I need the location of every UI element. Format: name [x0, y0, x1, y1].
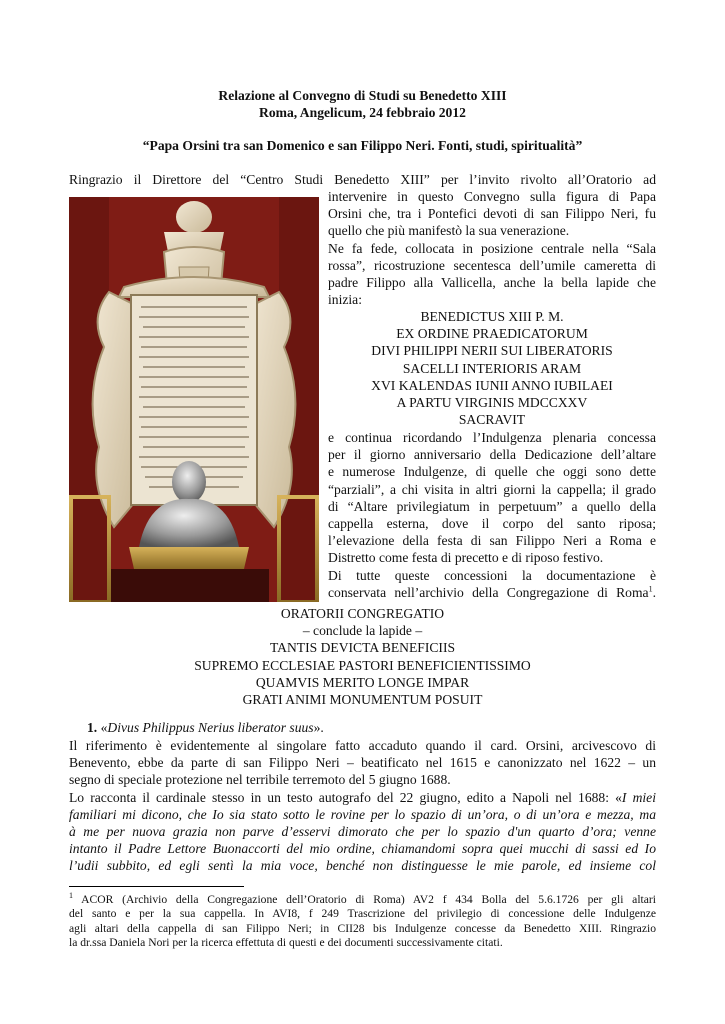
section-number: 1. — [87, 720, 98, 735]
inscription-line: SACRAVIT — [458, 412, 526, 428]
quote-intro-text: Lo racconta il cardinale stesso in un testo autografo del 22 giugno, edito a Napoli nel 1688: « — [69, 789, 622, 805]
intro-line: Orsini che, tra i Pontefici devoti di san Filippo Neri, fu — [328, 206, 656, 222]
body-line: Benevento, ebbe da parte di san Filippo Neri – beatificato nel 1615 e canonizzato nel 1622 – un — [69, 755, 656, 771]
quote-text: familiari mi dicono, che Io sia stato sotto le rovine per lo spazio di un’ora, o di un’ora e mezza, ma — [69, 806, 656, 822]
continuation-line: cappella esterna, dove il corpo del santo riposa; — [328, 516, 656, 532]
footnote-line — [69, 893, 656, 907]
continuation-line: “parziali”, a chi visita in altri giorni la cappella; il grado — [328, 481, 656, 497]
open-quote: « — [100, 720, 108, 735]
footnote-rule — [69, 886, 244, 887]
intro-line: rossa”, ricostruzione secentesca dell’umile cameretta di — [328, 257, 656, 273]
intro-line: padre Filippo alla Vallicella, anche la bella lapide che — [328, 275, 656, 291]
inscription-2-line: – conclude la lapide – — [302, 623, 423, 639]
inscription-2-line: ORATORII CONGREGATIO — [280, 606, 445, 621]
quote-first-text: I miei — [621, 789, 656, 805]
continuation-paragraph — [328, 429, 656, 601]
continuation-last-text: conservata nell’archivio della Congregazione di Roma — [328, 584, 649, 600]
section-heading-text: Divus Philippus Nerius liberator suus — [107, 720, 314, 735]
header-line-2: Roma, Angelicum, 24 febbraio 2012 — [259, 105, 466, 120]
footnote — [69, 893, 656, 951]
inscription-line: SACELLI INTERIORIS ARAM — [402, 360, 582, 376]
inscription-2-block — [69, 605, 656, 708]
inscription-line: BENEDICTUS XIII P. M. — [420, 309, 564, 324]
continuation-line: di “Altare privilegiatum in perpetuum” a quello della — [328, 498, 656, 514]
continuation-line: e continua ricordando l’Indulgenza plenaria concessa — [328, 430, 656, 445]
inscription-block — [328, 308, 656, 428]
intro-line: Ringrazio il Direttore del “Centro Studi Benedetto XIII” per l’invito rivolto all’Oratorio ad — [69, 172, 656, 187]
footnote-text: ACOR (Archivio della Congregazione dell’Oratorio di Roma) AV2 f 434 Bolla del 5.6.1726 per gli altari — [81, 893, 656, 906]
body-line: segno di speciale protezione nel terribile terremoto del 5 giugno 1688. — [69, 772, 451, 788]
quote-line — [69, 857, 656, 874]
lapide-illustration — [69, 197, 319, 602]
inscription-line: A PARTU VIRGINIS MDCCXXV — [396, 395, 588, 411]
inscription-line: EX ORDINE PRAEDICATORUM — [396, 326, 588, 342]
continuation-last-line — [328, 584, 656, 601]
quote-text: à me per nuova grazia non parve d’esservi dimorato che per lo spazio d'un quarto d’ora; venne — [69, 824, 656, 840]
continuation-line: Di tutte queste concessioni la documentazione è — [328, 567, 656, 583]
continuation-line: Distretto come festa di precetto e di riposo festivo. — [328, 550, 604, 566]
intro-first-line — [69, 171, 656, 188]
inscription-line: XVI KALENDAS IUNII ANNO IUBILAEI — [371, 377, 613, 393]
inscription-2-line: GRATI ANIMI MONUMENTUM POSUIT — [242, 692, 483, 708]
quote-text: l’udii subbito, ed egli sentì la mia voce, benché non distinguesse le mie parole, ed insieme col — [69, 858, 656, 874]
footnote-number: 1 — [69, 891, 73, 901]
inscription-2-line: QUAMVIS MERITO LONGE IMPAR — [255, 674, 470, 690]
quote-line — [69, 806, 656, 823]
body-line: Il riferimento è evidentemente al singolare fatto accaduto quando il card. Orsini, arcivescovo di — [69, 738, 656, 753]
intro-line: intervenire in questo Convegno sulla figura di Papa — [328, 189, 656, 204]
quote-intro-line — [69, 789, 656, 806]
intro-right-column — [328, 188, 656, 308]
quote-line — [69, 823, 656, 840]
continuation-line: e numerose Indulgenze, di quelle che oggi sono dette — [328, 464, 656, 480]
footnote-line: agli altari della cappella di san Filippo Neri; in CII28 bis Indulgenze concesse da Benedetto XIII. Ringrazio — [69, 921, 656, 935]
continuation-line: l’elevazione della festa di san Filippo Neri a Roma e — [328, 533, 656, 549]
continuation-last-punct: . — [652, 584, 656, 600]
inscription-line: DIVI PHILIPPI NERII SUI LIBERATORIS — [371, 343, 613, 359]
header-line-1: Relazione al Convegno di Studi su Benedetto XIII — [218, 88, 507, 103]
paper-title: “Papa Orsini tra san Domenico e san Filippo Neri. Fonti, studi, spiritualità” — [142, 138, 583, 153]
inscription-2-line: SUPREMO ECCLESIAE PASTORI BENEFICIENTISSIMO — [194, 657, 531, 673]
close-quote: ». — [313, 720, 324, 735]
section-1-body — [69, 737, 656, 875]
inscription-2-line: TANTIS DEVICTA BENEFICIIS — [269, 640, 456, 656]
section-1-heading — [87, 719, 324, 736]
quote-line — [69, 840, 656, 857]
quote-text: intanto il Padre Lettore Buonaccorti del mio ordine, chiamandomi sopra quei mucchi di sassi ed Io — [69, 841, 656, 857]
intro-line: Ne fa fede, collocata in posizione centrale nella “Sala — [328, 240, 656, 256]
continuation-line: per il giorno anniversario della Dedicazione dell’altare — [328, 447, 656, 463]
intro-line: quello che più manifestò la sua venerazione. — [328, 223, 570, 239]
footnote-line: la dr.ssa Daniela Nori per la ricerca effettuta di questi e dei documenti successivamente citati. — [69, 936, 503, 950]
lapide-photo — [69, 197, 319, 602]
intro-line: inizia: — [328, 292, 362, 308]
footnote-line: del santo e per la sua cappella. In AVI8, f 249 Trascrizione del privilegio di concessione delle Indulgenze — [69, 907, 656, 921]
footnote-ref[interactable]: 1 — [648, 584, 653, 594]
